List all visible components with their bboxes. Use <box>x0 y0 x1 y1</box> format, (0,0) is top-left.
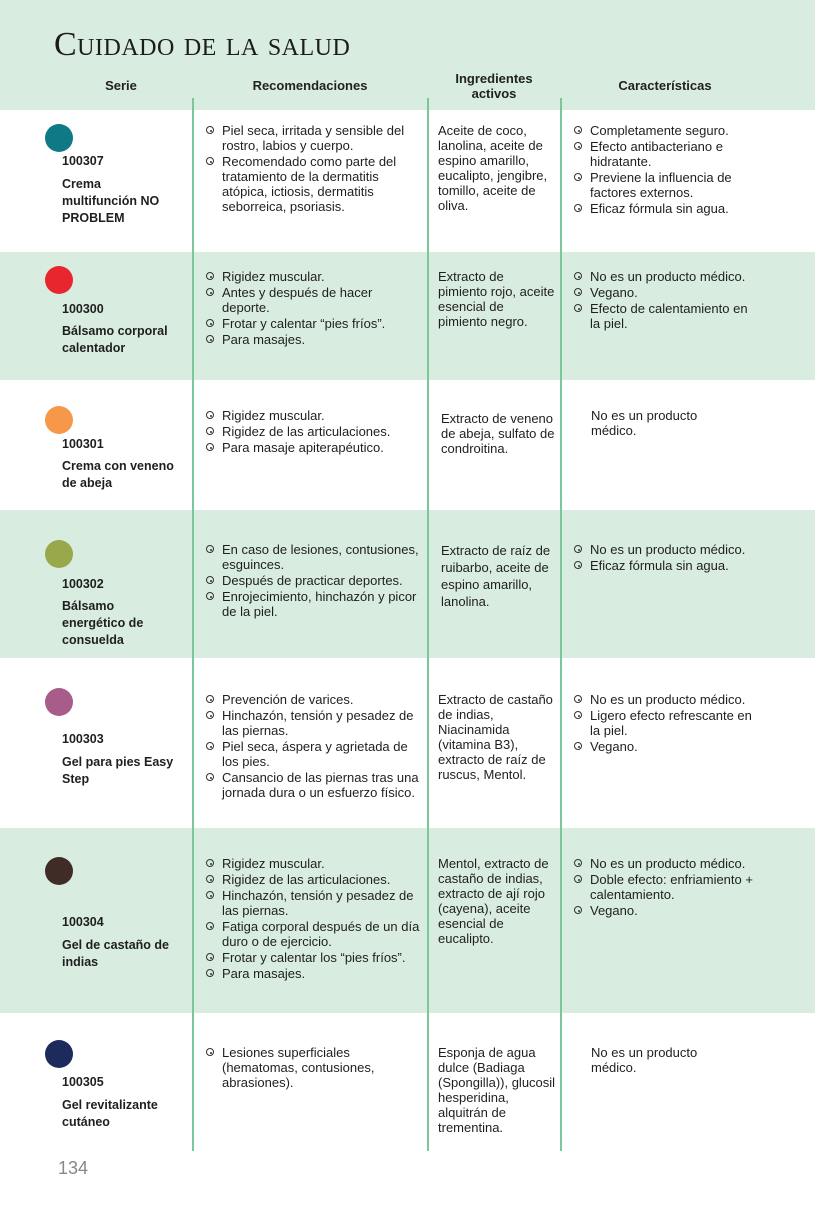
characteristic-item: Efecto antibacteriano e hidratante. <box>573 139 755 169</box>
recommendation-item: Prevención de varices. <box>205 692 420 707</box>
product-code: 100304 <box>62 915 104 929</box>
column-header-ingredientes: Ingredientes activos <box>455 71 533 101</box>
characteristic-item: Previene la influencia de factores externos. <box>573 170 755 200</box>
characteristics-cell <box>573 269 755 332</box>
recommendation-item: Rigidez muscular. <box>205 856 420 871</box>
column-divider <box>427 98 429 1151</box>
series-color-dot <box>45 857 73 885</box>
characteristic-item: Doble efecto: enfriamiento + calentamiento. <box>573 872 755 902</box>
ingredients-cell: Esponja de agua dulce (Badiaga (Spongilla)), glucosil hesperidina, alquitrán de trementina. <box>438 1045 556 1135</box>
recommendation-item: Rigidez de las articulaciones. <box>205 872 420 887</box>
product-code: 100307 <box>62 154 104 168</box>
characteristics-cell: No es un producto médico. <box>591 408 698 438</box>
column-header-serie: Serie <box>105 78 137 93</box>
recommendation-item: Hinchazón, tensión y pesadez de las piernas. <box>205 888 420 918</box>
recommendation-item: Recomendado como parte del tratamiento de la dermatitis atópica, ictiosis, dermatitis seborreica, psoriasis. <box>205 154 420 214</box>
recommendations-cell <box>205 269 420 348</box>
series-color-dot <box>45 406 73 434</box>
ingredients-cell: Mentol, extracto de castaño de indias, extracto de ají rojo (cayena), aceite esencial de eucalipto. <box>438 856 549 946</box>
product-code: 100305 <box>62 1075 104 1089</box>
characteristics-cell <box>573 123 755 217</box>
ingredients-cell: Extracto de castaño de indias, Niacinamida (vitamina B3), extracto de raíz de ruscus, Mentol. <box>438 692 553 782</box>
characteristic-item: Efecto de calentamiento en la piel. <box>573 301 755 331</box>
characteristics-cell <box>573 692 755 755</box>
recommendation-item: Frotar y calentar los “pies fríos”. <box>205 950 420 965</box>
recommendations-cell <box>205 692 420 801</box>
recommendation-item: Para masajes. <box>205 332 420 347</box>
series-color-dot <box>45 266 73 294</box>
recommendation-item: Lesiones superficiales (hematomas, contusiones, abrasiones). <box>205 1045 420 1090</box>
recommendation-item: Rigidez muscular. <box>205 269 420 284</box>
product-name: Bálsamo energético de consuelda <box>62 599 144 647</box>
characteristic-item: No es un producto médico. <box>573 269 755 284</box>
characteristics-cell: No es un producto médico. <box>591 1045 698 1075</box>
characteristic-item: Eficaz fórmula sin agua. <box>573 558 755 573</box>
product-name: Crema multifunción NO PROBLEM <box>62 177 160 225</box>
product-code: 100300 <box>62 302 104 316</box>
characteristic-item: No es un producto médico. <box>573 692 755 707</box>
recommendation-item: Frotar y calentar “pies fríos”. <box>205 316 420 331</box>
recommendation-item: Después de practicar deportes. <box>205 573 420 588</box>
series-color-dot <box>45 688 73 716</box>
recommendation-item: Para masaje apiterapéutico. <box>205 440 420 455</box>
recommendations-cell <box>205 123 420 215</box>
characteristic-item: Vegano. <box>573 903 755 918</box>
characteristic-item: No es un producto médico. <box>573 542 755 557</box>
characteristic-item: Ligero efecto refrescante en la piel. <box>573 708 755 738</box>
page-title: Cuidado de la salud <box>54 26 351 63</box>
product-code: 100303 <box>62 732 104 746</box>
recommendation-item: Rigidez muscular. <box>205 408 420 423</box>
recommendations-cell <box>205 856 420 982</box>
characteristic-item: Eficaz fórmula sin agua. <box>573 201 755 216</box>
series-color-dot <box>45 540 73 568</box>
product-name: Crema con veneno de abeja <box>62 459 174 490</box>
characteristics-cell <box>573 856 755 919</box>
product-name: Gel para pies Easy Step <box>62 755 174 786</box>
recommendation-item: Cansancio de las piernas tras una jornada dura o un esfuerzo físico. <box>205 770 420 800</box>
product-name: Bálsamo corporal calentador <box>62 324 168 355</box>
product-name: Gel de castaño de indias <box>62 938 169 969</box>
recommendation-item: Antes y después de hacer deporte. <box>205 285 420 315</box>
column-divider <box>560 98 562 1151</box>
recommendation-item: Hinchazón, tensión y pesadez de las piernas. <box>205 708 420 738</box>
characteristics-cell <box>573 542 755 574</box>
characteristic-item: Vegano. <box>573 285 755 300</box>
characteristic-item: Completamente seguro. <box>573 123 755 138</box>
series-color-dot <box>45 1040 73 1068</box>
recommendation-item: Enrojecimiento, hinchazón y picor de la piel. <box>205 589 420 619</box>
column-header-caracteristicas: Características <box>618 78 712 93</box>
ingredients-cell: Extracto de pimiento rojo, aceite esencial de pimiento negro. <box>438 269 555 329</box>
product-code: 100302 <box>62 577 104 591</box>
characteristic-item: No es un producto médico. <box>573 856 755 871</box>
recommendation-item: Fatiga corporal después de un día duro o de ejercicio. <box>205 919 420 949</box>
product-name: Gel revitalizante cutáneo <box>62 1098 158 1129</box>
recommendation-item: En caso de lesiones, contusiones, esguinces. <box>205 542 420 572</box>
recommendation-item: Rigidez de las articulaciones. <box>205 424 420 439</box>
recommendations-cell <box>205 542 420 620</box>
characteristic-item: Vegano. <box>573 739 755 754</box>
ingredients-cell: Aceite de coco, lanolina, aceite de espino amarillo, eucalipto, jengibre, tomillo, aceite de oliva. <box>438 123 548 213</box>
recommendation-item: Piel seca, áspera y agrietada de los pies. <box>205 739 420 769</box>
recommendations-cell <box>205 1045 420 1091</box>
recommendation-item: Para masajes. <box>205 966 420 981</box>
product-code: 100301 <box>62 437 104 451</box>
recommendation-item: Piel seca, irritada y sensible del rostro, labios y cuerpo. <box>205 123 420 153</box>
ingredients-cell: Extracto de veneno de abeja, sulfato de condroitina. <box>441 411 555 456</box>
column-header-recomendaciones: Recomendaciones <box>252 78 368 93</box>
column-divider <box>192 98 194 1151</box>
series-color-dot <box>45 124 73 152</box>
recommendations-cell <box>205 408 420 456</box>
ingredients-cell: Extracto de raíz de ruibarbo, aceite de espino amarillo, lanolina. <box>441 543 551 609</box>
page-number: 134 <box>58 1158 89 1178</box>
